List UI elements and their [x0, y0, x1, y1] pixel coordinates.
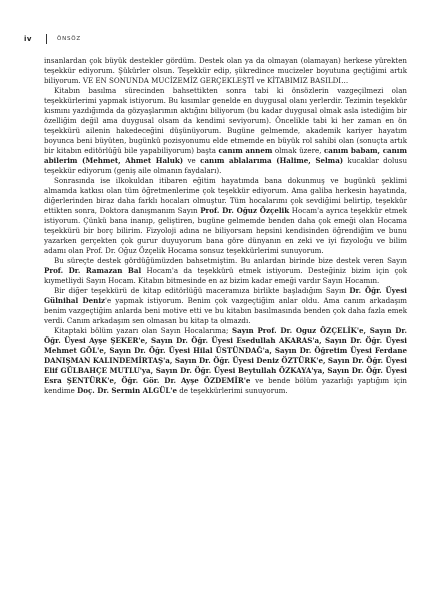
text-run: insanlardan çok büyük destekler gördüm. Destek olan ya da olmayan (olamayan) herkese yürekten teşekkür ediyorum. Şükürler olsun. Teşekkür edip, şükredince mucizeler boyutuna geçtiğimi artık biliyorum. VE EN SONUNDA MUCİZEMİZ GERÇEKLEŞTİ ve KİTABIMIZ BASILDI… — [44, 56, 407, 85]
paragraph-3 — [44, 176, 407, 256]
text-run: Kitaptaki bölüm yazarı olan Sayın Hocalarıma; — [54, 326, 232, 335]
text-run: kucaklar dolusu teşekkür ediyorum (geniş aile olmanın faydaları). — [44, 156, 408, 175]
text-run: Bir diğer teşekkürü de kitap editörlüğü maceramıza birlikte başladığım Sayın — [54, 286, 350, 295]
bold-run: Dr. Öğr. Üyesi Gülnihal Deniz — [44, 286, 407, 305]
paragraph-5 — [44, 286, 407, 326]
text-run: Sonrasında ise ilkokuldan itibaren eğitim hayatımda bana dokunmuş ve bugünkü şeklimi almamda katkısı olan tüm öğretmenlerime çok teşekkür ediyorum. Ama galiba herkesin hayatında, diğerlerinden biraz daha farklı hocaları olmuştur. Tüm hocalarımı çok sevdiğimi belirtip, teşekkür ettikten sonra, Doktora danışmanım Sayın — [44, 176, 407, 215]
text-run: Hocam'a ayrıca teşekkür etmek istiyorum. Çünkü bana inanıp, geliştiren, bugüne gelmemde benden daha çok emeği olan Hocama teşekkürü bir borç bilirim. Fizyoloji adına ne biliyorsam hepsini kendisinden öğrendiğim ve bunu yazarken gerçekten çok gurur duyuyorum bana göre dünyanın en zeki ve iyi fizyoloğu ve bilim adamı olan Prof. Dr. Oğuz Özçelik Hocama sonsuz teşekkürlerimi sunuyorum. — [44, 206, 407, 255]
bold-run: canım babam, canım abilerim (Mehmet, Ahmet Haluk) — [44, 146, 407, 165]
bold-run: canım ablalarıma (Halime, Selma) — [200, 156, 344, 165]
page-number: iv — [24, 35, 32, 43]
bold-run: Prof. Dr. Oğuz Özçelik — [200, 206, 290, 215]
bold-run: Sayın Prof. Dr. Oguz ÖZÇELİK'e, Sayın Dr. Öğr. Üyesi Ayşe ŞEKER'e, Sayın Dr. Öğr. Üyesi Esedullah AKARAS'a, Sayın Dr. Öğr. Üyesi Mehmet GÖL'e, Sayın Dr. Öğr. Üyesi Hilal ÜSTÜNDAĞ'a, Sayın Dr. Öğretim Üyesi Ferdane DANIŞMAN KALINDEMİRTAŞ'a, Sayın Dr. Öğr. Üyesi Deniz ÖZTÜRK'e, Sayın Dr. Öğr. Üyesi Elif GÜLBAHÇE MUTLU'ya, Sayın Dr. Öğr. Üyesi Beytullah ÖZKAYA'ya, Sayın Dr. Öğr. Üyesi Esra ŞENTÜRK'e, Öğr. Gör. Dr. Ayşe ÖZDEMİR'e — [44, 326, 407, 385]
text-run: olmak üzere, — [272, 146, 324, 155]
page-header — [24, 34, 81, 44]
text-run: ve bende bölüm yazarlığı yaptığım için kendime — [44, 376, 407, 395]
bold-run: Prof. Dr. Ramazan Bal — [44, 266, 142, 275]
running-title: ÖNSÖZ — [56, 36, 82, 42]
text-run: de teşekkürlerimi sunuyorum. — [177, 386, 288, 395]
text-run: 'e yapmak istiyorum. Benim çok vazgeçtiğim anlar oldu. Ama canım arkadaşım benim vazgeçtiğim anlarda beni motive etti ve bu kitabın basılmasında benden çok daha fazla emek verdi. Canım arkadaşım sen olmasan bu kitap ta olmazdı. — [44, 296, 407, 325]
text-run: ve — [183, 156, 201, 165]
paragraph-1 — [44, 56, 407, 86]
body-text — [44, 56, 407, 396]
bold-run: canım annem — [218, 146, 273, 155]
text-run: Bu süreçte destek gördüğümüzden bahsetmiştim. Bu anlardan birinde bize destek veren Sayın — [54, 256, 407, 265]
paragraph-2 — [44, 86, 407, 176]
text-run: Hocam'a da teşekkürü etmek istiyorum. Desteğiniz bizim için çok kıymetliydi Sayın Hocam. Kitabın bitmesinde en az bizim kadar emeği vardır Sayın Hocamın. — [44, 266, 407, 285]
paragraph-6 — [44, 326, 407, 396]
bold-run: Doç. Dr. Sermin ALGÜL'e — [77, 386, 177, 395]
paragraph-4 — [44, 256, 407, 286]
text-run: Kitabın basılma sürecinden bahsettikten sonra tabi ki önsözlerin vazgeçilmezi olan teşekkürlerimi yapmak istiyorum. Bu kısımlar genelde en duygusal olanı yerlerdir. Tezimin teşekkür kısmını yazdığımda da gözyaşlarımın aktığını biliyorum (bu kadar duygusal olmak asla istediğim bir özelliğim değil ama duygusal olsam da kendimi seviyorum). Öncelikle tabi ki her zaman en ön teşekkürü ailenin hakedeceğini düşünüyorum. Bugüne gelmemde, akademik kariyer hayatım boyunca beni büyüten, bugünkü pozisyonumu elde etmemde en büyük rol sahibi olan (sonuçta artık bir kitabın editörlüğü bile yapabiliyorum) başta — [44, 86, 407, 155]
header-divider — [46, 34, 47, 44]
